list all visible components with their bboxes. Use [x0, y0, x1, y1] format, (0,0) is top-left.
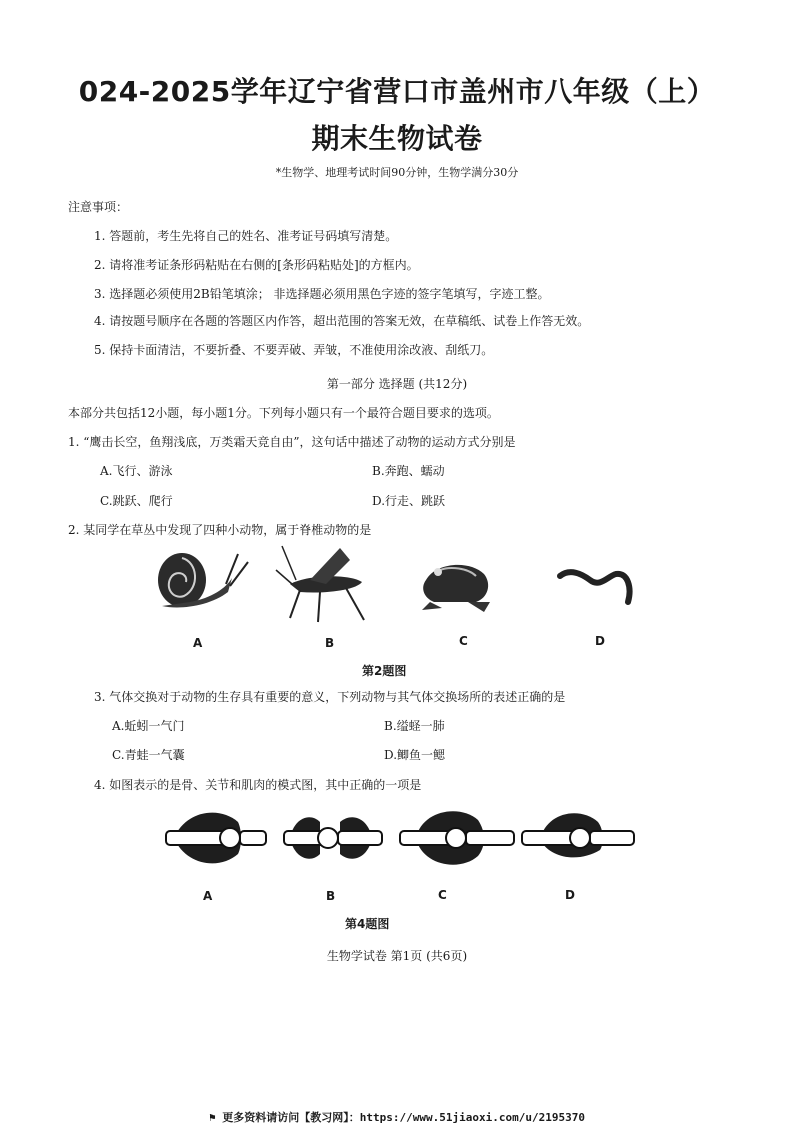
q3-option-a: A.蚯蚓一气门 [112, 719, 185, 733]
q2-label-a: A [193, 636, 203, 650]
section-intro: 本部分共包括12小题，每小题1分。下列每小题只有一个最符合题目要求的选项。 [68, 406, 499, 420]
q1-option-d: D.行走、跳跃 [372, 494, 446, 508]
q2-label-c: C [459, 634, 468, 648]
joint-diagram-b [284, 817, 382, 859]
q4-label-a: A [203, 889, 213, 903]
question-2-stem: 2. 某同学在草丛中发现了四种小动物，属于脊椎动物的是 [68, 523, 372, 537]
bottom-banner [0, 1109, 794, 1125]
page-title-line2: 期末生物试卷 [311, 122, 483, 155]
q4-label-d: D [565, 888, 575, 902]
note-item: 4. 请按题号顺序在各题的答题区内作答，超出范围的答案无效，在草稿纸、试卷上作答无效。 [94, 314, 590, 328]
worm-illustration [560, 572, 630, 602]
question-3-stem: 3. 气体交换对于动物的生存具有重要的意义，下列动物与其气体交换场所的表述正确的是 [94, 690, 566, 704]
note-item: 1. 答题前，考生先将自己的姓名、准考证号码填写清楚。 [94, 229, 398, 243]
exam-subtitle: *生物学、地理考试时间90分钟，生物学满分30分 [275, 166, 519, 179]
q4-label-b: B [326, 889, 336, 903]
snail-illustration [158, 553, 248, 607]
grasshopper-illustration [276, 546, 364, 622]
banner-link[interactable]: https://www.51jiaoxi.com/u/2195370 [359, 1111, 585, 1124]
note-item: 5. 保持卡面清洁，不要折叠、不要弄破、弄皱，不准使用涂改液、刮纸刀。 [94, 343, 494, 357]
page-number-footer: 生物学试卷 第1页 (共6页) [326, 949, 468, 963]
q2-figure-caption: 第2题图 [362, 664, 407, 678]
note-item: 3. 选择题必须使用2B铅笔填涂； 非选择题必须用黑色字迹的签字笔填写，字迹工整。 [94, 287, 550, 301]
joint-diagram-d [522, 813, 634, 857]
q2-label-d: D [595, 634, 605, 648]
q3-option-b: B.缢蛏一肺 [384, 719, 445, 733]
q3-option-d: D.鲫鱼一鳃 [384, 748, 446, 762]
q4-figure-caption: 第4题图 [345, 917, 390, 931]
question-1-stem: 1. “鹰击长空，鱼翔浅底，万类霜天竞自由”，这句话中描述了动物的运动方式分别是 [68, 435, 516, 449]
q1-option-b: B.奔跑、蠕动 [372, 464, 445, 478]
q1-option-c: C.跳跃、爬行 [100, 494, 173, 508]
banner-prefix: 更多资料请访问【教习网】： [222, 1111, 360, 1124]
q1-option-a: A.飞行、游泳 [100, 464, 173, 478]
question-4-stem: 4. 如图表示的是骨、关节和肌肉的模式图，其中正确的一项是 [94, 778, 422, 792]
q2-animals-figure [150, 540, 640, 640]
joint-diagram-a [166, 813, 266, 864]
q2-label-b: B [325, 636, 335, 650]
section-heading: 第一部分 选择题 (共12分) [326, 377, 468, 391]
frog-illustration [422, 565, 490, 612]
q3-option-c: C.青蛙一气囊 [112, 748, 185, 762]
q4-joint-figure [160, 800, 640, 882]
q4-label-c: C [438, 888, 447, 902]
note-item: 2. 请将准考证条形码粘贴在右侧的[条形码粘贴处]的方框内。 [94, 258, 419, 272]
joint-diagram-c [400, 811, 514, 864]
notes-heading: 注意事项： [68, 200, 129, 214]
page-title: 024-2025学年辽宁省营口市盖州市八年级（上） [78, 75, 716, 108]
flag-icon: ⚑ [209, 1111, 216, 1124]
